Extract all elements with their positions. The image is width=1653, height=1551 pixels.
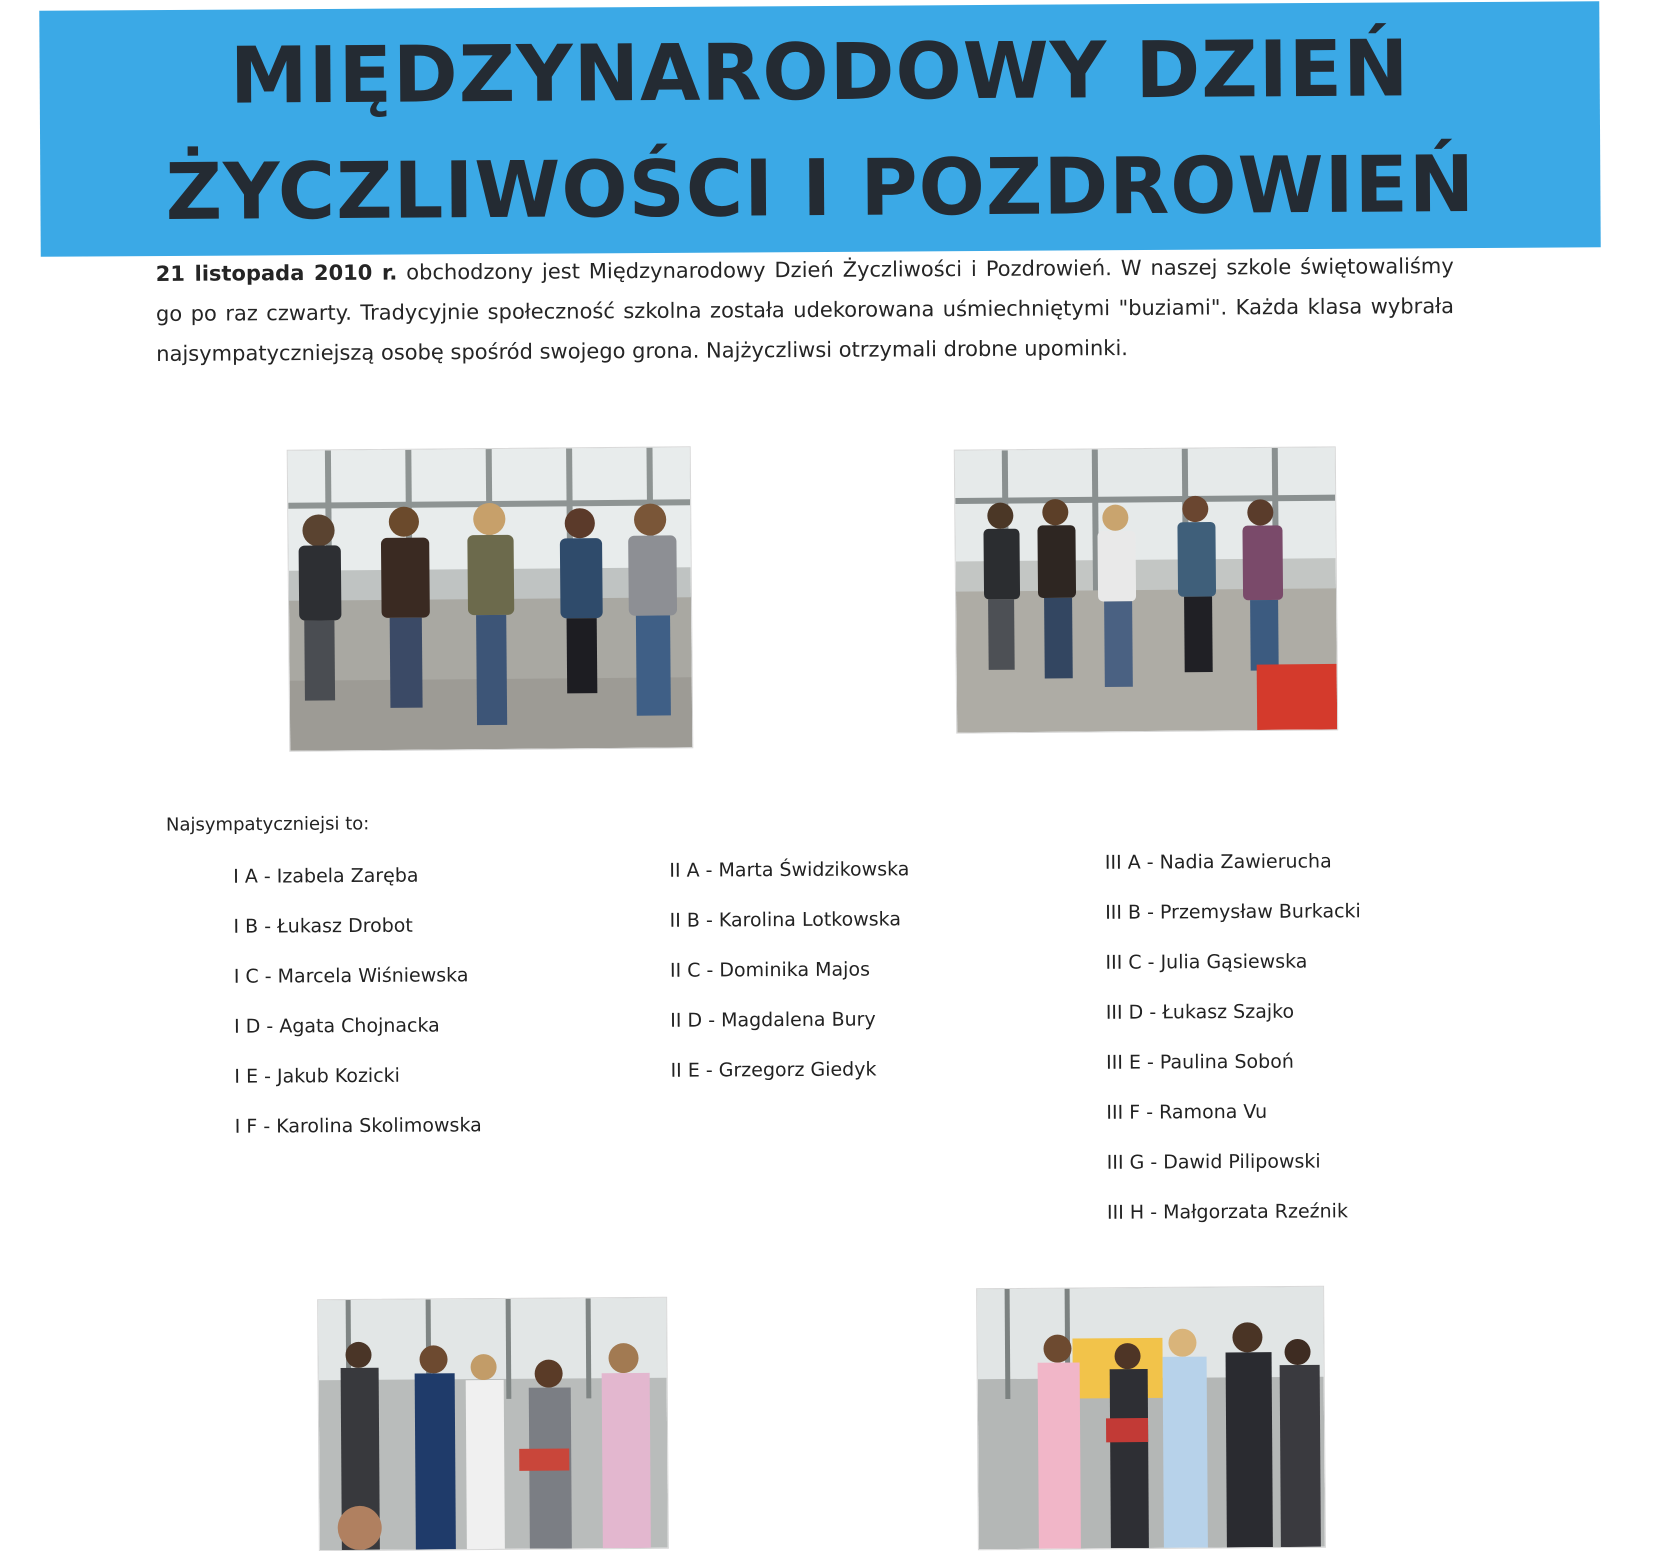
list-item: I C - Marcela Wiśniewska: [233, 964, 469, 988]
list-item: II C - Dominika Majos: [669, 958, 871, 982]
list-item: III H - Małgorzata Rzeźnik: [1106, 1200, 1348, 1224]
winners-column-class-2: [669, 855, 911, 1106]
list-item: III E - Paulina Soboń: [1106, 1050, 1294, 1074]
title-line-2: ŻYCZLIWOŚCI I POZDROWIEŃ: [165, 139, 1476, 238]
list-item: I A - Izabela Zaręba: [233, 864, 419, 888]
title-banner: [39, 1, 1600, 257]
intro-text: obchodzony jest Międzynarodowy Dzień Życzliwości i Pozdrowień. W naszej szkole świętowaliśmy go po raz czwarty. Tradycyjnie społeczność szkolna została udekorowana uśmiechniętymi "buziami". Każda klasa wybrała najsympatyczniejszą osobę spośród swojego grona. Najżyczliwsi otrzymali drobne upominki.: [155, 254, 1455, 366]
photo-band-with-singer: [954, 446, 1338, 733]
list-item: I E - Jakub Kozicki: [234, 1064, 400, 1088]
list-item: III C - Julia Gąsiewska: [1105, 950, 1308, 974]
list-item: I F - Karolina Skolimowska: [234, 1114, 482, 1138]
list-item: II E - Grzegorz Giedyk: [670, 1058, 877, 1082]
list-item: III G - Dawid Pilipowski: [1106, 1150, 1321, 1174]
winners-column-class-1: [233, 861, 482, 1163]
list-item: II B - Karolina Lotkowska: [669, 908, 902, 932]
list-item: I D - Agata Chojnacka: [234, 1014, 440, 1038]
photo-band-performance: [287, 446, 694, 752]
list-item: III A - Nadia Zawierucha: [1104, 850, 1332, 874]
list-item: II A - Marta Świdzikowska: [669, 858, 910, 882]
photo-students-crowd: [317, 1297, 669, 1551]
photo-award-presentation: [976, 1286, 1326, 1550]
intro-paragraph: [156, 246, 1455, 374]
list-item: III F - Ramona Vu: [1106, 1100, 1268, 1124]
intro-date: 21 listopada 2010 r.: [155, 260, 398, 286]
list-item: II D - Magdalena Bury: [670, 1008, 876, 1032]
winners-column-class-3: [1105, 847, 1363, 1249]
list-item: III B - Przemysław Burkacki: [1105, 900, 1361, 924]
list-item: III D - Łukasz Szajko: [1105, 1000, 1295, 1024]
title-line-1: MIĘDZYNARODOWY DZIEŃ: [229, 24, 1410, 122]
winners-heading: Najsympatyczniejsi to:: [165, 813, 370, 836]
list-item: I B - Łukasz Drobot: [233, 914, 413, 938]
